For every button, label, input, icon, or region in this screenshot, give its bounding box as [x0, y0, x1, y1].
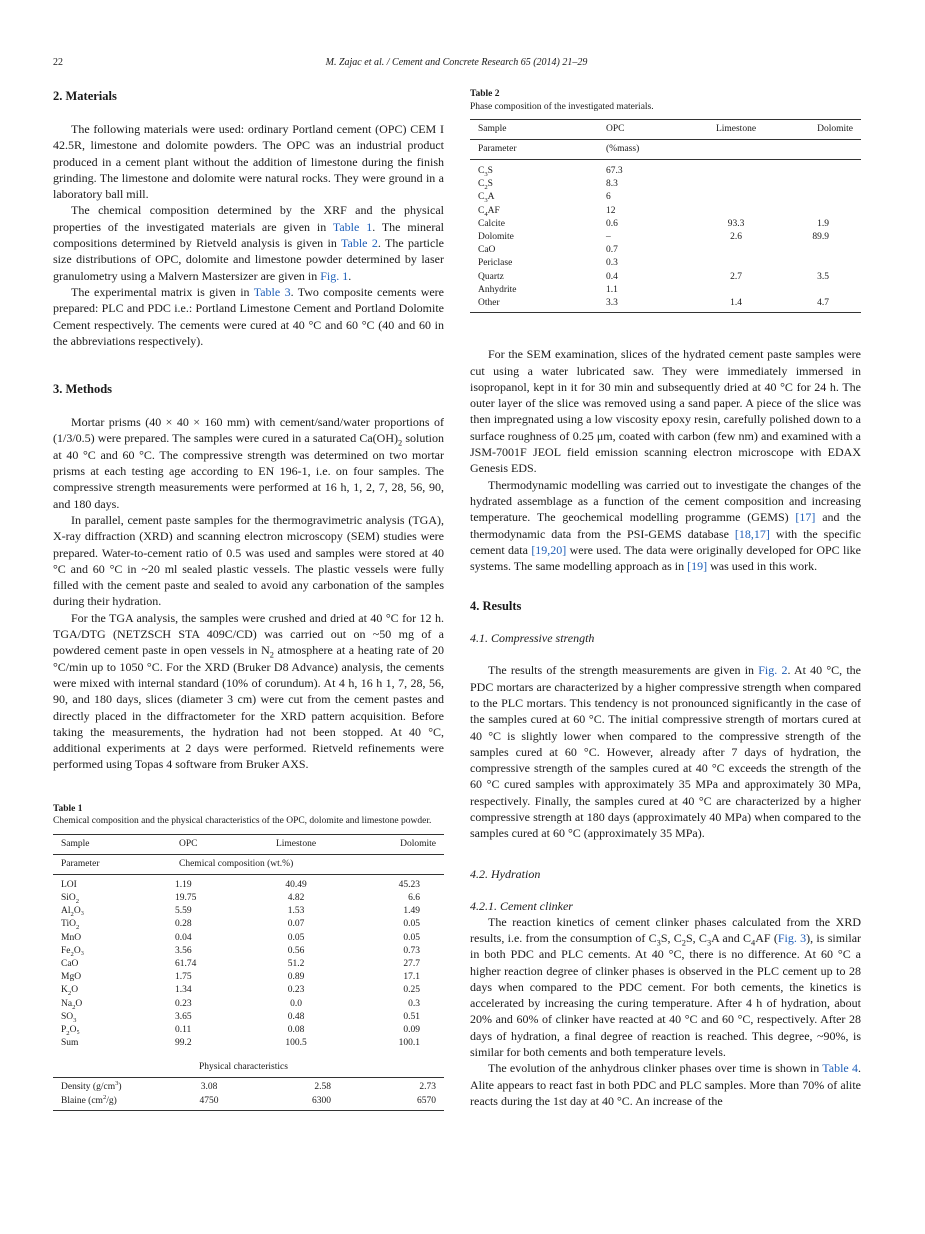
table1-row: $Na_2O$ 0.23 0.0 0.3 [61, 998, 420, 1011]
subsubsection-clinker-heading: 4.2.1. Cement clinker [470, 898, 573, 913]
table1-physical-row: Blaine $(cm^2/g)$ 4750 6300 6570 [61, 1093, 436, 1106]
table1-body [53, 879, 444, 1051]
left-column [53, 88, 444, 1111]
table2-row: Quartz 0.4 2.7 3.5 [478, 271, 829, 282]
table1-label: Table 1 [53, 803, 83, 814]
materials-paragraph-2: The chemical composition determined by the XRF and the physical properties of the investigated materials are given in Table 1. The mineral compositions determined by Rietveld analysis is given in Table 2. The particle size distributions of OPC, dolomite and limestone powder determined by laser granulometry using a Malvern Mastersizer are given in Fig. 1. [53, 203, 445, 283]
table2-label: Table 2 [470, 89, 500, 99]
table1-row: $Al_2O_3$ 5.59 1.53 1.49 [61, 906, 420, 918]
materials-paragraph-3: The experimental matrix is given in Table 3. Two composite cements were prepared: PLC and PDC i.e.: Portland Limestone Cement and Portland Dolomite Cement respectively. The cements were cured at 40 °C and 60 °C (40 and 60 in the abbreviations respectively). [53, 284, 445, 348]
table1-row: LOI 1.19 40.49 45.23 [61, 879, 420, 890]
table2-row: $C_3S$ 67.3 [478, 166, 623, 178]
table2: Sample OPC Limestone Dolomite Parameter (%mass) $C_3S$ 67.3 $C_2S$ 8.3 $C_3A$ 6 $C_4AF$ 12 Calcite 0.6 93.3 1.9 Dolomite – 2.6 89.9 CaO 0.7 Periclase 0.3 Quartz 0.4 2.7 3.5 Anhydrite 1.1 Other 3.3 1.4 4.7 [470, 119, 861, 310]
table1-row: TiO$_2$ 0.28 0.07 0.05 [61, 919, 420, 932]
right-column [470, 88, 861, 1109]
evolution-paragraph: The evolution of the anhydrous clinker phases over time is shown in Table 4. Alite appears to react fast in both PDC and PLC samples. More than 70% of alite reacts during the 1st day at 40 °C. An increase of the [470, 1061, 861, 1108]
thermo-paragraph: Thermodynamic modelling was carried out to investigate the changes of the hydrated assemblage as a function of the cement composition and increasing temperature. The geochemical modelling programme (GEMS) [17] and the thermodynamic data from the PSI-GEMS database [18,17] with the specific cement data [19,20] were used. The data were originally developed for OPC like systems. The same modelling approach as in [19] was used in this work. [470, 477, 861, 574]
table1-link[interactable]: Table 1 [332, 219, 373, 234]
table1-physical-row: Density $(g/cm^3)$ 3.08 2.58 2.73 [61, 1080, 436, 1093]
table1-caption: Table 1 Chemical composition and the physical characteristics of the OPC, dolomite and limestone powder. [53, 803, 444, 828]
ref-19-link[interactable]: [19] [687, 559, 708, 574]
table3-link[interactable]: Table 3 [253, 284, 291, 299]
table1-row: $K_2O$ 1.34 0.23 0.25 [61, 985, 420, 998]
fig3-link[interactable]: Fig. 3 [777, 930, 807, 945]
table4-link[interactable]: Table 4 [822, 1061, 858, 1076]
table2-row: Dolomite – 2.6 89.9 [478, 232, 829, 243]
table1-row: SiO$_2$ 19.75 4.82 6.6 [61, 892, 420, 905]
sem-paragraph: For the SEM examination, slices of the hydrated cement paste samples were cut using a water lubricated saw. They were immediately immersed in isopropanol, kept in it for 30 min and subsequently dried at 40 °C for 24 h. The outer layer of the slice was removed using a sand paper. A piece of the slice was then impregnated using a low viscosity epoxy resin, carefully polished down to a surface roughness of 0.25 μm, coated with carbon (few nm) and examined with a JSM-7001F JEOL field emission scanning electron microscope with EDAX Genesis EDS. [470, 347, 861, 476]
strength-paragraph: The results of the strength measurements are given in Fig. 2. At 40 °C, the PDC mortars are characterized by a higher compressive strength when compared to the PLC mortars. This tendency is not pronounced significantly in the case of the samples cured at 60 °C. The initial compressive strength of mortars cured at 40 °C is slightly lower when compared to the compressive strength of the samples cured at 60 °C. However, already after 7 days of hydration, the compressive strength of the samples cured at 40 °C exceeds the strength of the 60 °C cured samples with approximately 35 MPa and approximately 30 MPa, respectively. Finally, the samples cured at 40 °C are characterized by a higher compressive strength at 180 days (approximately 40 MPa) when compared to the samples cured at 60 °C (approximately 35 MPa). [470, 663, 861, 841]
table1: Sample OPC Limestone Dolomite Parameter Chemical composition (wt.%) LOI 1.19 40.49 45.23 SiO$_2$ 19.75 4.82 6.6 $Al_2O_3$ 5.59 1.53 1.49 TiO$_2$ 0.28 0.07 0.05 MnO 0.04 0.05 0.05 $Fe_2O_3$ 3.56 0.56 0.73 CaO 61.74 51.2 27.7 MgO 1.75 0.89 17.1 $K_2O$ 1.34 0.23 0.25 $Na_2O$ 0.23 0.0 0.3 $SO_3$ 3.65 0.48 0.51 $P_2O_5$ 0.11 0.08 0.09 Sum 99.2 100.5 100.1 Physical characteristics Density $(g/cm^3)$ 3.08 2.58 2.73 Blaine $(cm^2/g)$ 4750 6300 6570 [53, 834, 444, 1108]
section-methods-heading: 3. Methods [53, 382, 113, 397]
section-results-heading: 4. Results [470, 599, 522, 614]
page-number: 22 [53, 57, 63, 68]
table2-row: Anhydrite 1.1 [478, 284, 618, 295]
ref-19-20-link[interactable]: [19,20] [531, 542, 567, 557]
subsection-strength-heading: 4.1. Compressive strength [470, 631, 595, 646]
table2-row: CaO 0.7 [478, 245, 618, 256]
table2-caption: Table 2 Phase composition of the investigated materials. [470, 88, 861, 113]
table2-row: $C_3A$ 6 [478, 192, 611, 205]
methods-paragraph-1: Mortar prisms (40 × 40 × 160 mm) with cement/sand/water proportions of (1/3/0.5) were prepared. The samples were cured in a saturated $Ca(OH)_2$ solution at 40 °C and 60 °C. The compressive strength was determined on two mortar prisms at each testing age according to EN 196-1, i.e. on four samples. The compressive strength measurements were performed at 16 h, 1, 2, 7, 28, 56, 90, and 180 days. [53, 415, 444, 511]
table1-row: $SO_3$ 3.65 0.48 0.51 [61, 1011, 420, 1024]
clinker-paragraph: The reaction kinetics of cement clinker phases calculated from the XRD results, i.e. from the consumption of $C_3S$, $C_2S$, $C_3A$ and $C_4AF$ (Fig. 3), is similar in both PDC and PLC cements. At 40 °C, there is no difference. At 60 °C a higher reaction degree of clinker phases is observed in the PLC cement up to 28 days when compared to the PDC cement. For both cements, the kinetics is accelerated by increasing the curing temperature. After 4 h of hydration, about 20% and 60% of clinker have reacted at 40 °C and 60 °C, respectively. After 28 days of hydration, a final degree of reaction is reached. This degree, ~90%, is similar for both cements and both temperature levels. [470, 914, 862, 1060]
table2-row: $C_2S$ 8.3 [478, 179, 618, 192]
methods-paragraph-2: In parallel, cement paste samples for the thermogravimetric analysis (TGA), X-ray diffraction (XRD) and scanning electron microscopy (SEM) studies were prepared. Water-to-cement ratio of 0.5 was used and samples were stored at 40 °C and 60 °C in ~20 ml sealed plastic vessels. The plastic vessels were fully filled with the cement paste and sealed to avoid any carbonation of the samples during their hydration. [53, 512, 444, 609]
table2-row: Other 3.3 1.4 4.7 [478, 298, 829, 309]
table2-row: Periclase 0.3 [478, 258, 618, 269]
table1-row: MnO 0.04 0.05 0.05 [61, 932, 420, 943]
table2-body [470, 165, 861, 310]
section-materials-heading: 2. Materials [53, 89, 117, 103]
fig2-link[interactable]: Fig. 2 [758, 663, 788, 678]
ref-17-link[interactable]: [17] [795, 510, 816, 525]
fig1-link[interactable]: Fig. 1 [320, 268, 349, 283]
materials-paragraph-1: The following materials were used: ordinary Portland cement (OPC) CEM I 42.5R, limestone and dolomite powders. The OPC was an industrial product produced in a cement plant without the addition of limestone during the finish grinding. The limestone and dolomite were natural rocks. They were ground in a laboratory ball mill. [53, 122, 444, 202]
table1-row: $P_2O_5$ 0.11 0.08 0.09 [61, 1024, 420, 1037]
table2-row: $C_4AF$ 12 [478, 205, 616, 218]
journal-citation: M. Zajac et al. / Cement and Concrete Research 65 (2014) 21–29 [325, 57, 588, 68]
table1-row: Sum 99.2 100.5 100.1 [61, 1038, 420, 1049]
table2-row: Calcite 0.6 93.3 1.9 [478, 218, 829, 229]
running-header [53, 57, 860, 71]
table1-row: CaO 61.74 51.2 27.7 [61, 958, 420, 969]
table1-row: MgO 1.75 0.89 17.1 [61, 972, 420, 983]
methods-paragraph-3: For the TGA analysis, the samples were crushed and dried at 40 °C for 12 h. TGA/DTG (NETZSCH STA 409C/CD) was carried out on ~50 mg of a powdered cement paste in open vessels in $N_2$ atmosphere at a heating rate of 20 °C/min up to 1050 °C. For the XRD (Bruker D8 Advance) analysis, the cements were mixed with internal standard (10% of corundum). At 4 h, 16 h 1, 7, 28, 56, 90, and 180 days, slices (diameter 3 cm) were cut from the cement pastes and directly placed in the diffractometer for the XRD pattern acquisition. Before taking the measurements, the hydration had not been stopped. At 40 °C, additional experiments at 2 days were performed. Rietveld refinements were performed using Topas 4 software from Bruker AXS. [53, 610, 444, 772]
table1-row: $Fe_2O_3$ 3.56 0.56 0.73 [61, 945, 420, 958]
ref-18-17-link[interactable]: [18,17] [734, 526, 770, 541]
subsection-hydration-heading: 4.2. Hydration [470, 866, 541, 881]
table2-link[interactable]: Table 2 [341, 236, 378, 251]
